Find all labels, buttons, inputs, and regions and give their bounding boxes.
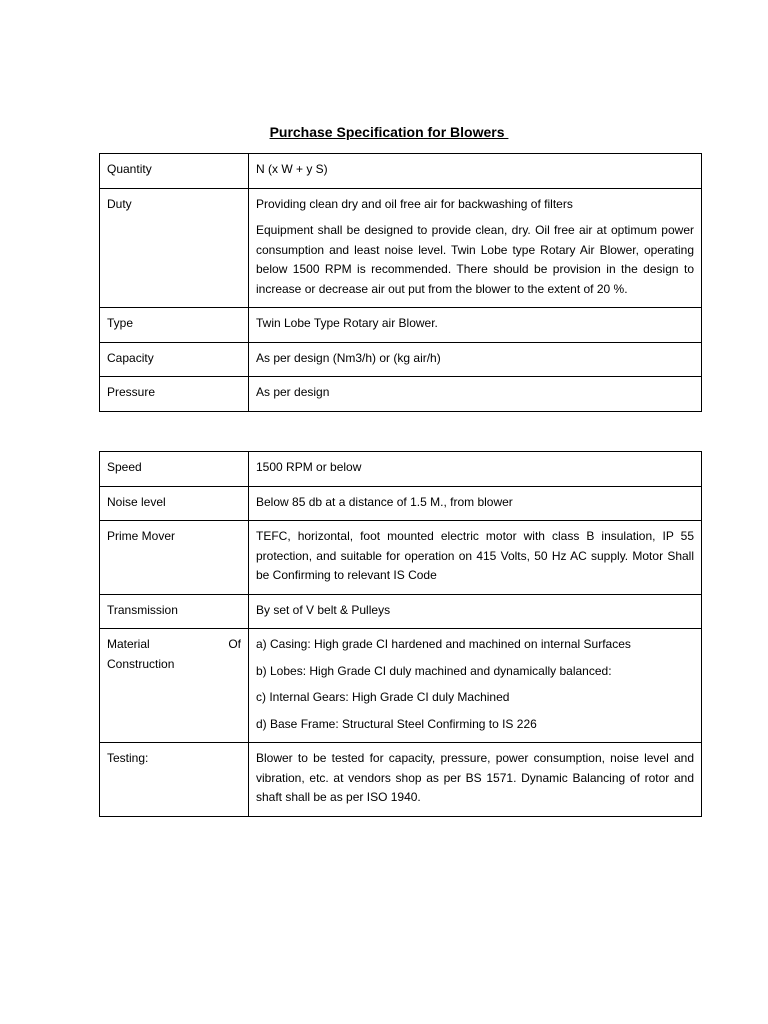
value-paragraph: Below 85 db at a distance of 1.5 M., from blower (256, 494, 513, 509)
table-row (100, 452, 702, 487)
row-value-prime-mover (249, 521, 702, 595)
table-row (100, 521, 702, 595)
value-paragraph: N (x W + y S) (256, 162, 328, 176)
row-value-pressure (249, 377, 702, 412)
label-word-of: Of (228, 637, 241, 651)
spec-table-technical (99, 451, 702, 817)
value-paragraph: d) Base Frame: Structural Steel Confirming to IS 226 (256, 716, 537, 731)
row-label-pressure: Pressure (100, 377, 249, 412)
row-label-duty: Duty (100, 188, 249, 308)
value-paragraph: Twin Lobe Type Rotary air Blower. (256, 316, 438, 330)
table-row (100, 377, 702, 412)
value-paragraph: c) Internal Gears: High Grade CI duly Machined (256, 690, 510, 704)
table-row (100, 342, 702, 377)
row-label-capacity: Capacity (100, 342, 249, 377)
row-label-testing: Testing: (100, 743, 249, 817)
value-paragraph: Blower to be tested for capacity, pressure, power consumption, noise level and vibration, etc. at vendors shop as per BS 1571. Dynamic Balancing of rotor and shaft shall be as per ISO 1940. (256, 751, 694, 804)
label-word-material: Material (107, 637, 150, 651)
spec-table-general (99, 153, 702, 412)
value-paragraph: As per design (Nm3/h) or (kg air/h) (256, 350, 441, 365)
value-paragraph: As per design (256, 385, 330, 399)
value-paragraph: TEFC, horizontal, foot mounted electric motor with class B insulation, IP 55 protection, and suitable for operation on 415 Volts, 50 Hz AC supply. Motor Shall be Confirming to relevant IS Code (256, 529, 694, 582)
row-value-testing (249, 743, 702, 817)
table-row (100, 594, 702, 629)
value-paragraph: Equipment shall be designed to provide clean, dry. Oil free air at optimum power consumption and least noise level. Twin Lobe type Rotary Air Blower, operating below 1500 RPM is recommended. There should be provision in the design to increase or decrease air out put from the blower to the extent of 20 %. (256, 223, 694, 296)
value-paragraph: a) Casing: High grade CI hardened and machined on internal Surfaces (256, 637, 631, 651)
table-row (100, 188, 702, 308)
row-value-transmission (249, 594, 702, 629)
label-line (107, 635, 241, 655)
table-row (100, 308, 702, 343)
table-row (100, 486, 702, 521)
table-row (100, 629, 702, 743)
row-value-material-of-construction (249, 629, 702, 743)
label-word-construction: Construction (107, 656, 175, 671)
table-row (100, 154, 702, 189)
table-row (100, 743, 702, 817)
row-value-speed (249, 452, 702, 487)
document-title: Purchase Specification for Blowers (269, 124, 509, 140)
value-paragraph: b) Lobes: High Grade CI duly machined and dynamically balanced: (256, 663, 612, 678)
row-label-noise-level: Noise level (100, 486, 249, 521)
row-label-speed: Speed (100, 452, 249, 487)
row-label-material-of-construction (100, 629, 249, 743)
row-value-duty (249, 188, 702, 308)
value-paragraph: 1500 RPM or below (256, 460, 362, 474)
row-value-quantity (249, 154, 702, 189)
row-value-capacity (249, 342, 702, 377)
row-label-type: Type (100, 308, 249, 343)
row-label-quantity: Quantity (100, 154, 249, 189)
value-paragraph: By set of V belt & Pulleys (256, 602, 391, 617)
value-paragraph: Providing clean dry and oil free air for backwashing of filters (256, 196, 573, 211)
row-value-noise-level (249, 486, 702, 521)
row-label-transmission: Transmission (100, 594, 249, 629)
row-label-prime-mover: Prime Mover (100, 521, 249, 595)
row-value-type (249, 308, 702, 343)
